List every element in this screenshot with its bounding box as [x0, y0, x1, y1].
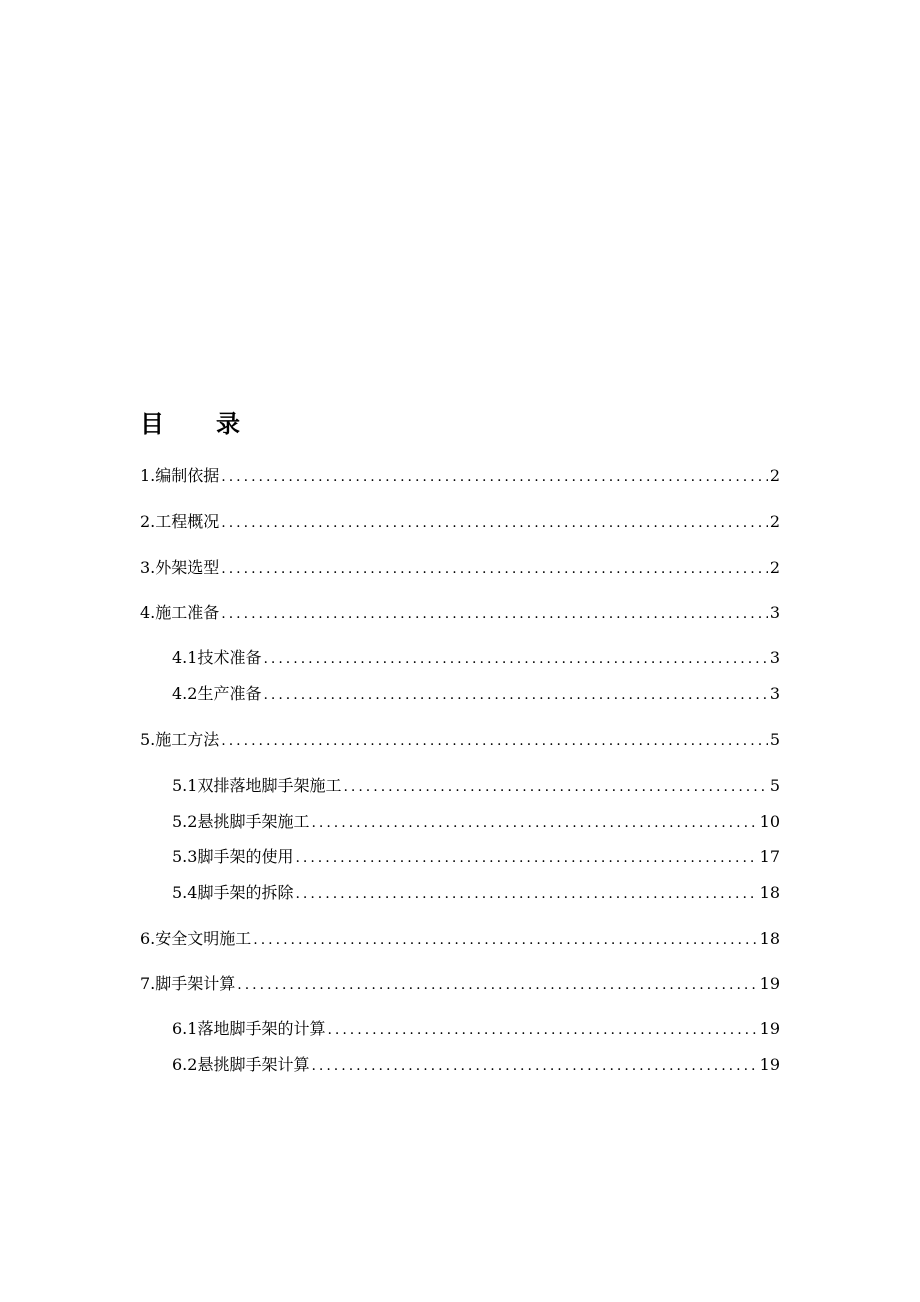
toc-entry-label: 4.2生产准备 — [172, 684, 262, 703]
toc-entry[interactable] — [140, 729, 780, 751]
toc-subentry[interactable] — [172, 647, 780, 669]
toc-subentry[interactable] — [172, 882, 780, 904]
toc-dot-leader — [221, 558, 768, 580]
toc-entry[interactable] — [140, 973, 780, 995]
toc-entry-label: 7.脚手架计算 — [140, 974, 236, 993]
toc-entry-label: 6.2悬挑脚手架计算 — [172, 1055, 310, 1074]
toc-entry-label: 2.工程概况 — [140, 512, 220, 531]
toc-entry-page: 19 — [759, 1055, 780, 1074]
toc-dot-leader — [327, 1019, 757, 1041]
toc-entry-page: 10 — [759, 812, 780, 831]
toc-subentry[interactable] — [172, 1018, 780, 1040]
toc-entry-page: 5 — [769, 730, 780, 749]
toc-dot-leader — [253, 929, 757, 951]
toc-dot-leader — [263, 648, 767, 670]
toc-entry[interactable] — [140, 928, 780, 950]
toc-dot-leader — [295, 847, 757, 869]
toc-dot-leader — [221, 603, 768, 625]
toc-dot-leader — [221, 512, 768, 534]
toc-dot-leader — [311, 1055, 757, 1077]
toc-entry[interactable] — [140, 557, 780, 579]
toc-entry-page: 2 — [769, 558, 780, 577]
toc-subentry[interactable] — [172, 846, 780, 868]
toc-dot-leader — [311, 812, 757, 834]
toc-dot-leader — [221, 466, 768, 488]
toc-entry-label: 3.外架选型 — [140, 558, 220, 577]
toc-entry-page: 18 — [759, 883, 780, 902]
toc-entry[interactable] — [140, 465, 780, 487]
toc-heading-part1: 目 — [140, 409, 164, 438]
toc-entry-label: 5.2悬挑脚手架施工 — [172, 812, 310, 831]
toc-entry-page: 3 — [769, 684, 780, 703]
toc-entry[interactable] — [140, 602, 780, 624]
toc-entry-page: 2 — [769, 466, 780, 485]
toc-dot-leader — [295, 883, 757, 905]
toc-entry-page: 18 — [759, 929, 780, 948]
toc-subentry[interactable] — [172, 683, 780, 705]
toc-subentry[interactable] — [172, 811, 780, 833]
toc-entry-label: 5.3脚手架的使用 — [172, 847, 294, 866]
toc-entry-label: 5.施工方法 — [140, 730, 220, 749]
toc-entry-page: 19 — [759, 974, 780, 993]
toc-entry-label: 4.1技术准备 — [172, 648, 262, 667]
toc-entry[interactable] — [140, 511, 780, 533]
toc-entry-page: 5 — [769, 776, 780, 795]
toc-entry-label: 5.4脚手架的拆除 — [172, 883, 294, 902]
toc-entry-page: 19 — [759, 1019, 780, 1038]
toc-entry-label: 6.安全文明施工 — [140, 929, 252, 948]
toc-dot-leader — [343, 776, 767, 798]
toc-dot-leader — [263, 684, 767, 706]
toc-heading-part2: 录 — [216, 409, 240, 438]
toc-entry-label: 6.1落地脚手架的计算 — [172, 1019, 326, 1038]
toc-entry-label: 4.施工准备 — [140, 603, 220, 622]
toc-entry-page: 3 — [769, 603, 780, 622]
toc-subentry[interactable] — [172, 1054, 780, 1076]
toc-entry-label: 5.1双排落地脚手架施工 — [172, 776, 342, 795]
toc-entry-page: 2 — [769, 512, 780, 531]
toc-subentry[interactable] — [172, 775, 780, 797]
toc-entry-label: 1.编制依据 — [140, 466, 220, 485]
toc-entry-page: 17 — [759, 847, 780, 866]
toc-dot-leader — [237, 974, 757, 996]
toc-entry-page: 3 — [769, 648, 780, 667]
toc-dot-leader — [221, 730, 768, 752]
